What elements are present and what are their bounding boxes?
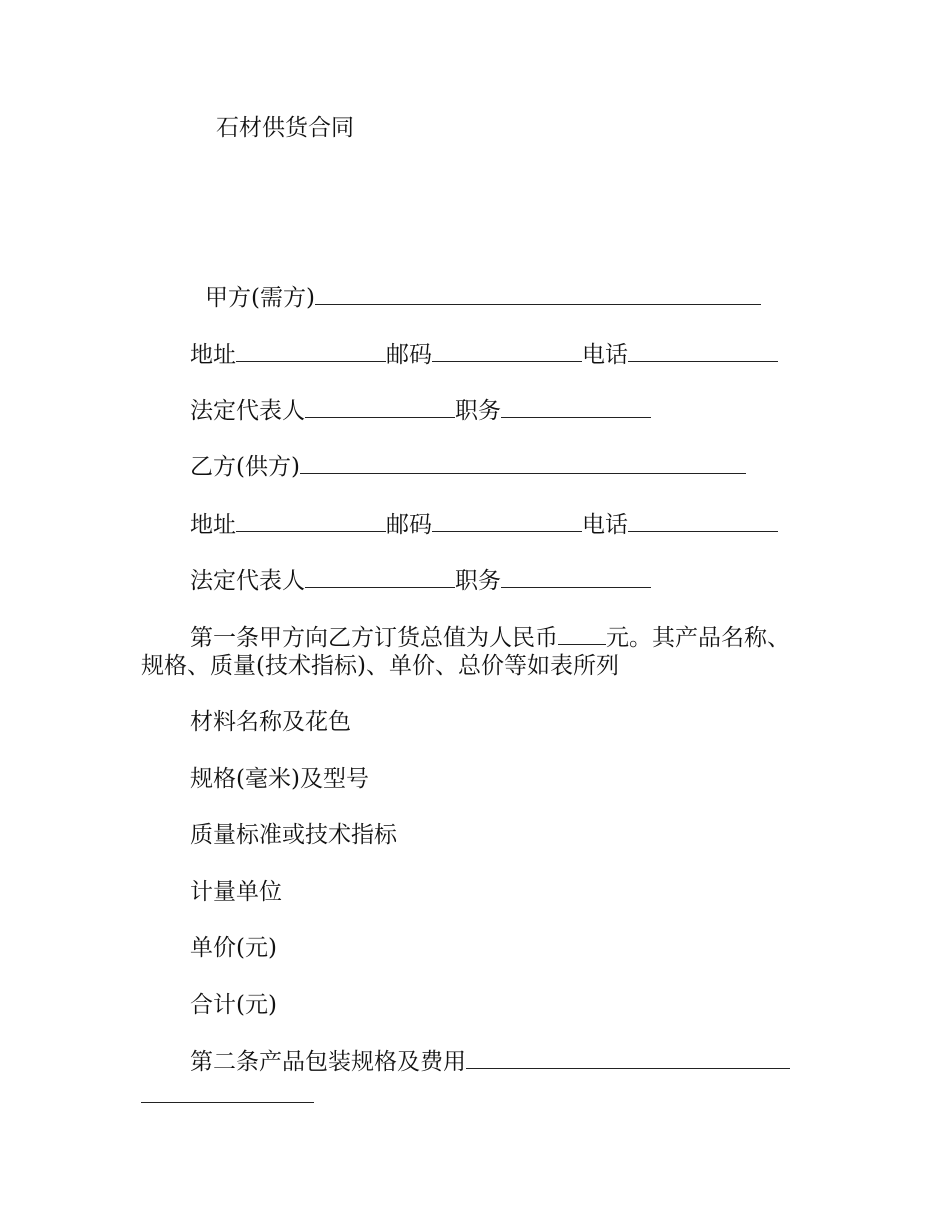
rep-label: 法定代表人 — [190, 398, 305, 424]
party-a-label: 甲方(需方) — [205, 285, 315, 311]
item-unit: 计量单位 — [190, 879, 282, 905]
party-a-address-line — [190, 341, 778, 369]
address-blank — [236, 343, 386, 362]
article-2-line — [190, 1048, 790, 1076]
article-1-text-b: 元。其产品名称、 — [606, 625, 790, 651]
position-label: 职务 — [455, 398, 501, 424]
item-material-name: 材料名称及花色 — [190, 709, 351, 735]
rep-blank — [305, 399, 455, 418]
packaging-blank-continued — [141, 1102, 314, 1103]
item-spec-model: 规格(毫米)及型号 — [190, 766, 369, 792]
packaging-blank — [466, 1050, 790, 1069]
position-blank — [501, 569, 651, 588]
postcode-blank — [432, 343, 582, 362]
address-label: 地址 — [190, 512, 236, 538]
article-2-text: 第二条产品包装规格及费用 — [190, 1049, 466, 1075]
party-b-label: 乙方(供方) — [190, 454, 300, 480]
party-b-rep-line — [190, 567, 651, 595]
position-blank — [501, 399, 651, 418]
postcode-blank — [432, 513, 582, 532]
article-1-line-1 — [190, 624, 790, 652]
document-title: 石材供货合同 — [216, 115, 354, 141]
position-label: 职务 — [455, 568, 501, 594]
party-b-address-line — [190, 511, 778, 539]
rep-label: 法定代表人 — [190, 568, 305, 594]
item-quality-standard: 质量标准或技术指标 — [190, 822, 397, 848]
postcode-label: 邮码 — [386, 342, 432, 368]
party-b-line — [190, 453, 746, 481]
phone-label: 电话 — [582, 512, 628, 538]
phone-blank — [628, 343, 778, 362]
party-a-rep-line — [190, 397, 651, 425]
article-1-line-2: 规格、质量(技术指标)、单价、总价等如表所列 — [141, 653, 619, 679]
phone-label: 电话 — [582, 342, 628, 368]
item-total: 合计(元) — [190, 992, 277, 1018]
address-label: 地址 — [190, 342, 236, 368]
party-a-line — [205, 284, 761, 312]
rep-blank — [305, 569, 455, 588]
phone-blank — [628, 513, 778, 532]
article-1-text-a: 第一条甲方向乙方订货总值为人民币 — [190, 625, 558, 651]
item-unit-price: 单价(元) — [190, 935, 277, 961]
amount-blank — [558, 626, 606, 645]
postcode-label: 邮码 — [386, 512, 432, 538]
party-b-name-blank — [300, 455, 746, 474]
party-a-name-blank — [315, 286, 761, 305]
address-blank — [236, 513, 386, 532]
